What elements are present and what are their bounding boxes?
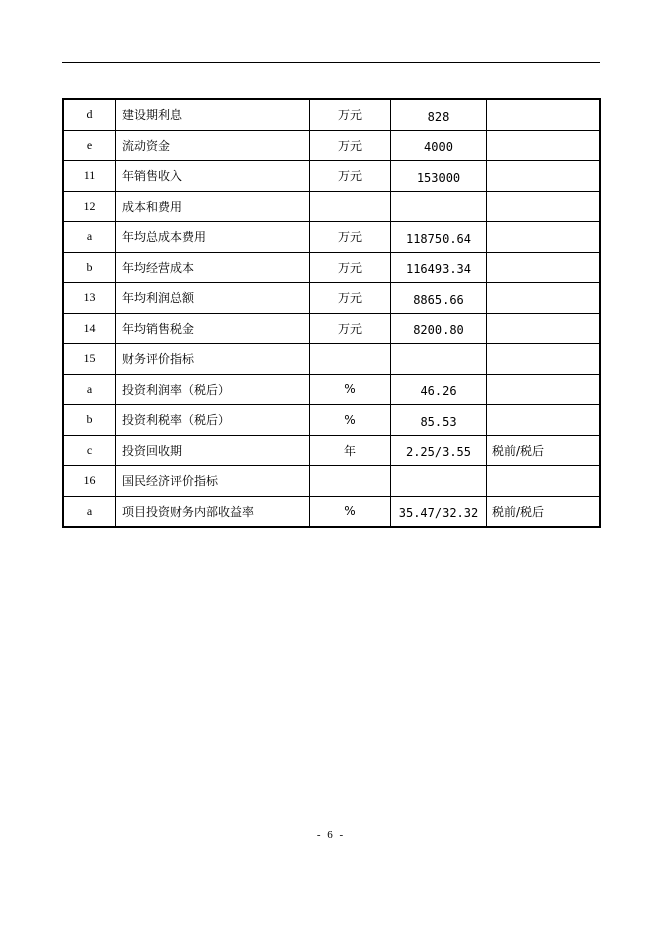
value-cell: 8865.66 — [391, 283, 487, 314]
header-rule — [62, 62, 600, 63]
note-cell — [487, 313, 601, 344]
value-cell — [391, 344, 487, 375]
page-number: - 6 - — [316, 829, 346, 841]
note-cell — [487, 99, 601, 130]
financial-indicators-table — [62, 98, 601, 528]
note-cell — [487, 344, 601, 375]
unit-cell: 万元 — [310, 252, 391, 283]
unit-cell: 万元 — [310, 130, 391, 161]
unit-cell — [310, 344, 391, 375]
table-row — [63, 222, 600, 253]
table-row — [63, 435, 600, 466]
note-cell — [487, 191, 601, 222]
table-row — [63, 191, 600, 222]
note-cell — [487, 161, 601, 192]
unit-cell: % — [310, 374, 391, 405]
item-name-cell: 年销售收入 — [116, 161, 310, 192]
item-name-cell: 建设期利息 — [116, 99, 310, 130]
item-name-cell: 投资利税率（税后） — [116, 405, 310, 436]
table-row — [63, 405, 600, 436]
note-cell — [487, 130, 601, 161]
value-cell: 35.47/32.32 — [391, 496, 487, 527]
row-number-cell: b — [63, 252, 116, 283]
value-cell: 46.26 — [391, 374, 487, 405]
value-cell: 8200.80 — [391, 313, 487, 344]
item-name-cell: 投资利润率（税后） — [116, 374, 310, 405]
row-number-cell: 11 — [63, 161, 116, 192]
item-name-cell: 年均经营成本 — [116, 252, 310, 283]
unit-cell: 万元 — [310, 283, 391, 314]
note-cell — [487, 222, 601, 253]
row-number-cell: 13 — [63, 283, 116, 314]
value-cell: 4000 — [391, 130, 487, 161]
table-row — [63, 130, 600, 161]
note-cell — [487, 252, 601, 283]
row-number-cell: b — [63, 405, 116, 436]
table-row — [63, 313, 600, 344]
unit-cell: 年 — [310, 435, 391, 466]
note-cell — [487, 466, 601, 497]
row-number-cell: d — [63, 99, 116, 130]
value-cell: 85.53 — [391, 405, 487, 436]
note-cell: 税前/税后 — [487, 496, 601, 527]
unit-cell — [310, 466, 391, 497]
table-row — [63, 161, 600, 192]
table-row — [63, 466, 600, 497]
note-cell — [487, 405, 601, 436]
item-name-cell: 流动资金 — [116, 130, 310, 161]
note-cell — [487, 283, 601, 314]
item-name-cell: 项目投资财务内部收益率 — [116, 496, 310, 527]
table-row — [63, 496, 600, 527]
table-body — [63, 99, 600, 527]
unit-cell: 万元 — [310, 99, 391, 130]
table-row — [63, 283, 600, 314]
table-row — [63, 374, 600, 405]
row-number-cell: a — [63, 374, 116, 405]
value-cell: 118750.64 — [391, 222, 487, 253]
value-cell: 828 — [391, 99, 487, 130]
value-cell: 153000 — [391, 161, 487, 192]
row-number-cell: e — [63, 130, 116, 161]
item-name-cell: 年均销售税金 — [116, 313, 310, 344]
row-number-cell: a — [63, 496, 116, 527]
value-cell — [391, 466, 487, 497]
item-name-cell: 财务评价指标 — [116, 344, 310, 375]
item-name-cell: 国民经济评价指标 — [116, 466, 310, 497]
unit-cell: 万元 — [310, 313, 391, 344]
row-number-cell: c — [63, 435, 116, 466]
note-cell — [487, 374, 601, 405]
item-name-cell: 成本和费用 — [116, 191, 310, 222]
row-number-cell: a — [63, 222, 116, 253]
row-number-cell: 14 — [63, 313, 116, 344]
unit-cell: % — [310, 496, 391, 527]
note-cell: 税前/税后 — [487, 435, 601, 466]
row-number-cell: 12 — [63, 191, 116, 222]
table-row — [63, 344, 600, 375]
item-name-cell: 年均利润总额 — [116, 283, 310, 314]
unit-cell: % — [310, 405, 391, 436]
table-row — [63, 252, 600, 283]
table-row — [63, 99, 600, 130]
row-number-cell: 16 — [63, 466, 116, 497]
row-number-cell: 15 — [63, 344, 116, 375]
unit-cell: 万元 — [310, 161, 391, 192]
value-cell: 116493.34 — [391, 252, 487, 283]
value-cell: 2.25/3.55 — [391, 435, 487, 466]
unit-cell — [310, 191, 391, 222]
item-name-cell: 投资回收期 — [116, 435, 310, 466]
unit-cell: 万元 — [310, 222, 391, 253]
item-name-cell: 年均总成本费用 — [116, 222, 310, 253]
value-cell — [391, 191, 487, 222]
